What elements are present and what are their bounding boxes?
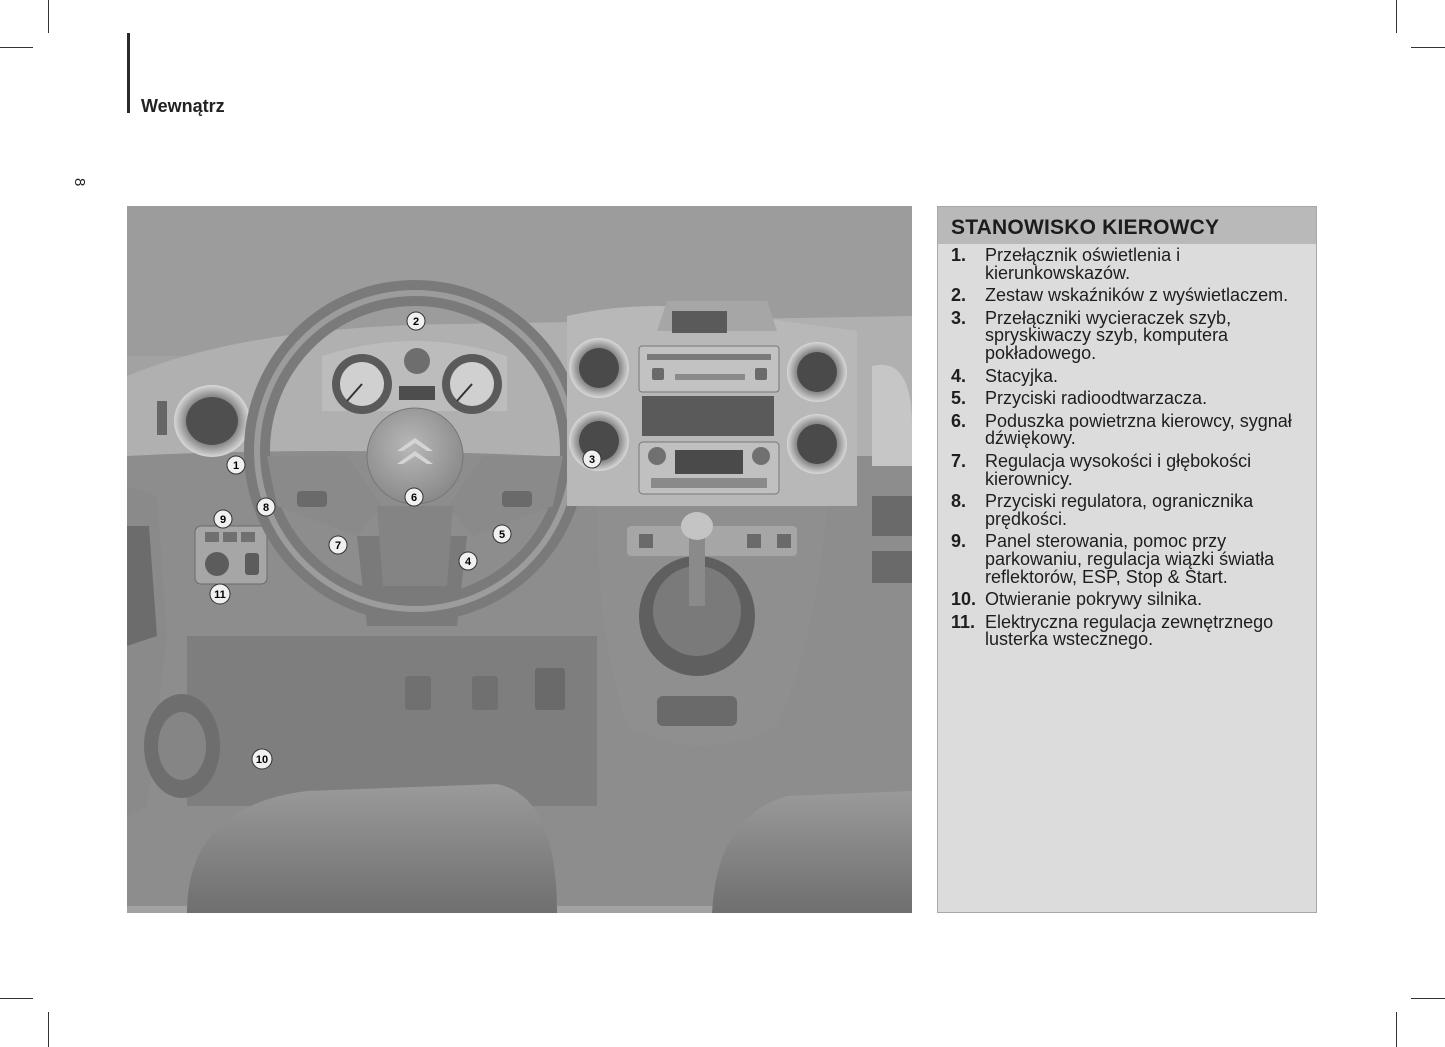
header-rule — [127, 33, 130, 113]
list-item — [951, 410, 1316, 449]
callout-label: 7 — [334, 540, 342, 552]
item-text: Poduszka powietrzna kierowcy, sygnał dźwiękowy. — [985, 410, 1292, 449]
legend-list — [938, 244, 1316, 649]
callout-marker — [407, 312, 425, 330]
item-text: Przełączniki wycieraczek szyb, spryskiwaczy szyb, komputera pokładowego. — [985, 307, 1232, 363]
page-number: 8 — [71, 178, 88, 187]
callout-marker — [459, 552, 477, 570]
callout-marker — [405, 488, 423, 506]
crop-mark — [48, 0, 49, 33]
item-number: 3. — [951, 307, 967, 328]
list-item — [951, 591, 1316, 609]
section-title: Wewnątrz — [141, 96, 225, 116]
crop-mark — [0, 47, 33, 48]
list-item — [951, 493, 1316, 528]
callout-label: 10 — [255, 754, 269, 766]
callout-label: 3 — [588, 454, 596, 466]
callout-label: 4 — [464, 556, 472, 568]
callout-marker — [583, 450, 601, 468]
item-number: 1. — [951, 245, 967, 265]
callout-label: 9 — [219, 514, 227, 526]
callout-label: 6 — [410, 492, 418, 504]
list-item — [951, 287, 1316, 305]
item-text: Regulacja wysokości i głębokości kierownicy. — [985, 450, 1252, 489]
crop-mark — [1396, 1012, 1397, 1047]
callout-marker — [493, 525, 511, 543]
callout-marker — [214, 510, 232, 528]
panel-title: STANOWISKO KIEROWCY — [938, 207, 1316, 244]
item-text: Panel sterowania, pomoc przy parkowaniu, regulacja wiązki światła reflektorów, ESP, Stop & Start. — [985, 531, 1275, 587]
callout-label: 11 — [214, 589, 226, 601]
dashboard-illustration — [127, 206, 912, 913]
item-number: 8. — [951, 491, 967, 512]
list-item — [951, 247, 1316, 282]
list-item — [951, 390, 1316, 408]
list-item — [951, 533, 1316, 586]
list-item — [951, 365, 1316, 386]
item-number: 6. — [951, 410, 967, 431]
crop-mark — [0, 998, 33, 999]
item-number: 2. — [951, 285, 967, 306]
item-number: 11. — [951, 611, 976, 632]
item-text: Przyciski radioodtwarzacza. — [985, 388, 1208, 409]
callout-label: 8 — [262, 502, 270, 514]
callout-label: 2 — [412, 316, 420, 328]
crop-mark — [1396, 0, 1397, 33]
item-number: 7. — [951, 450, 967, 471]
item-number: 4. — [951, 365, 967, 386]
list-item — [951, 611, 1316, 650]
item-text: Przyciski regulatora, ogranicznika prędkości. — [985, 491, 1254, 529]
item-text: Zestaw wskaźników z wyświetlaczem. — [985, 285, 1289, 306]
callout-marker — [257, 498, 275, 516]
list-item — [951, 450, 1316, 489]
callout-label: 5 — [498, 529, 506, 541]
item-number: 5. — [951, 388, 967, 409]
callout-marker — [252, 749, 272, 769]
callout-marker — [329, 536, 347, 554]
callout-marker — [227, 456, 245, 474]
item-text: Elektryczna regulacja zewnętrznego lusterka wstecznego. — [985, 611, 1274, 650]
item-text: Przełącznik oświetlenia i kierunkowskazów. — [985, 245, 1181, 283]
item-number: 10. — [951, 589, 977, 610]
legend-panel — [937, 206, 1317, 913]
item-text: Otwieranie pokrywy silnika. — [985, 589, 1203, 610]
callout-marker — [210, 584, 230, 604]
item-text: Stacyjka. — [985, 365, 1059, 386]
callout-label: 1 — [232, 460, 240, 472]
crop-mark — [1411, 998, 1445, 999]
item-number: 9. — [951, 531, 967, 552]
crop-mark — [48, 1012, 49, 1047]
crop-mark — [1411, 47, 1445, 48]
list-item — [951, 307, 1316, 363]
